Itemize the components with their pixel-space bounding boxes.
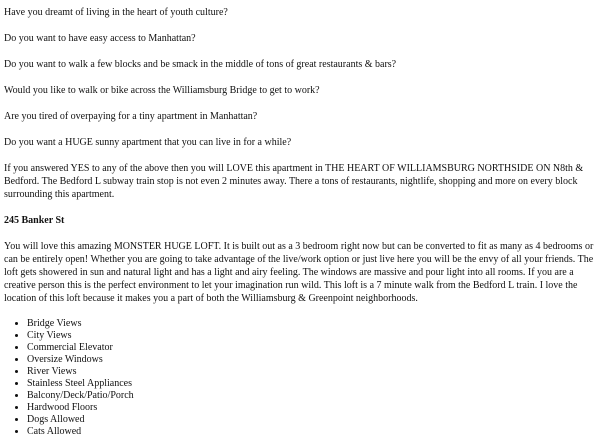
feature-item: • Commercial Elevator [27, 342, 594, 354]
question-williamsburg-bridge: Would you like to walk or bike across the Williamsburg Bridge to get to work? [4, 85, 320, 96]
feature-item: • Oversize Windows [27, 354, 594, 366]
feature-item: • Cats Allowed [27, 426, 594, 438]
question-youth-culture: Have you dreamt of living in the heart of youth culture? [4, 7, 228, 18]
features-list [4, 318, 594, 438]
question-overpaying: Are you tired of overpaying for a tiny apartment in Manhattan? [4, 111, 258, 122]
feature-item: • Dogs Allowed [27, 414, 594, 426]
feature-item: • City Views [27, 330, 594, 342]
feature-item: • River Views [27, 366, 594, 378]
question-restaurants-bars: Do you want to walk a few blocks and be smack in the middle of tons of great restaurants & bars? [4, 59, 397, 70]
feature-item: • Stainless Steel Appliances [27, 378, 594, 390]
feature-item: • Hardwood Floors [27, 402, 594, 414]
question-huge-apartment: Do you want a HUGE sunny apartment that you can live in for a while? [4, 137, 292, 148]
feature-item: • Balcony/Deck/Patio/Porch [27, 390, 594, 402]
address-heading: 245 Banker St [4, 215, 65, 226]
description-paragraph: You will love this amazing MONSTER HUGE LOFT. It is built out as a 3 bedroom right now but can be converted to fit as many as 4 bedrooms or can be entirely open! Whether you are going to take advantage of the live/work option or just live here you will be the envy of all your friends. The loft gets showered in sun and natural light and has a light and airy feeling. The windows are massive and pour light into all rooms. If you are a creative person this is the perfect environment to let your imagination run wild. This loft is a 7 minute walk from the Bedford L train. I love the location of this loft because it makes you a part of both the Williamsburg & Greenpoint neighborhoods. [4, 241, 594, 304]
intro-paragraph: If you answered YES to any of the above then you will LOVE this apartment in THE HEART OF WILLIAMSBURG NORTHSIDE ON N8th & Bedford. The Bedford L subway train stop is not even 2 minutes away. There a tons of restaurants, nightlife, shopping and more on every block surrounding this apartment. [4, 163, 584, 200]
feature-item: • Bridge Views [27, 318, 594, 330]
question-manhattan-access: Do you want to have easy access to Manhattan? [4, 33, 196, 44]
